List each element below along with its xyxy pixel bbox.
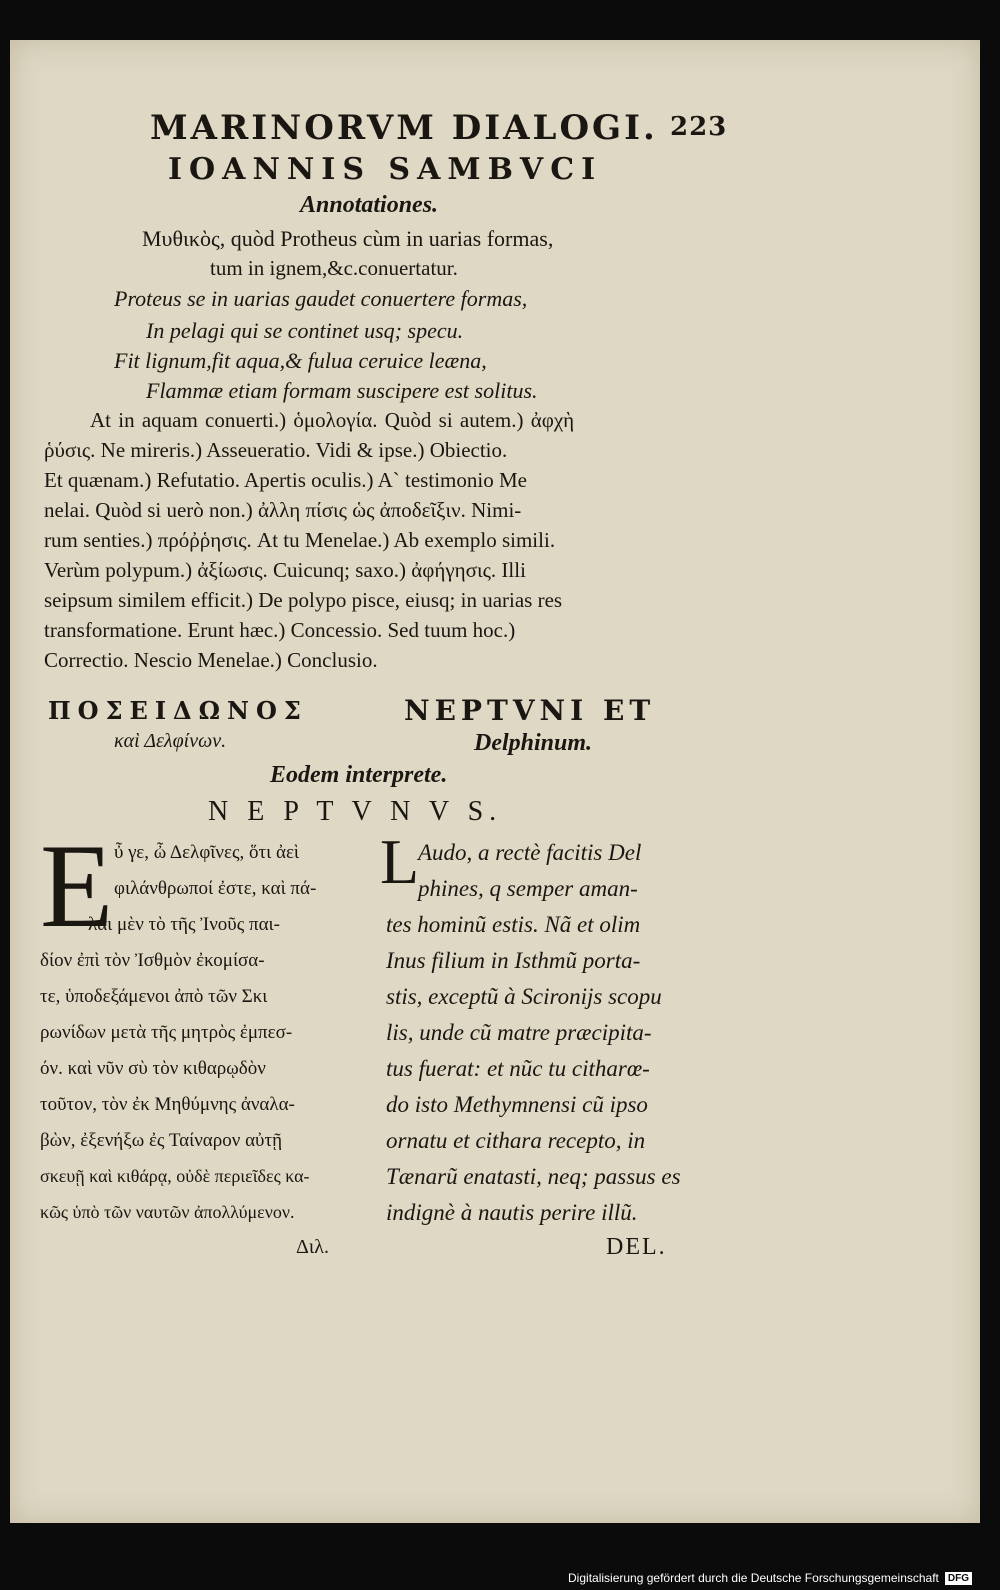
annotation-line: Μυθικὸς, quòd Protheus cùm in uarias formas, — [142, 226, 554, 251]
latin-line: Tænarũ enatasti, neq; passus es — [386, 1164, 681, 1189]
greek-dialogue-title: ΠΟΣΕΙΔΩΝΟΣ — [48, 696, 308, 725]
latin-line: stis, exceptũ à Scironijs scopu — [386, 984, 662, 1009]
digitization-footer — [568, 1571, 972, 1585]
footer-credit: Digitalisierung gefördert durch die Deutsche Forschungsgemeinschaft — [568, 1571, 939, 1585]
latin-line: tus fuerat: et nũc tu citharœ- — [386, 1056, 650, 1081]
paragraph-line: transformatione. Erunt hæc.) Concessio. Sed tuum hoc.) — [44, 618, 516, 642]
paragraph-line: Et quænam.) Refutatio. Apertis oculis.) A` testimonio Me — [44, 468, 527, 492]
latin-line: do isto Methymnensi cũ ipso — [386, 1092, 648, 1117]
verse-line: Proteus se in uarias gaudet conuertere formas, — [114, 286, 528, 311]
latin-line: Audo, a rectè facitis Del — [418, 840, 642, 865]
latin-drop-cap: L — [380, 826, 420, 897]
latin-line: Inus filium in Isthmũ porta- — [386, 948, 641, 973]
greek-line: βὼν, ἐξενήξω ἐς Ταίναρον αὐτῇ — [40, 1130, 283, 1151]
greek-line: φιλάνθρωποί ἐστε, καὶ πά- — [114, 878, 317, 899]
latin-dialogue-title: NEPTVNI ET — [404, 694, 656, 727]
greek-line: σκευῇ καὶ κιθάρᾳ, οὐδὲ περιεῖδες κα- — [40, 1166, 310, 1186]
greek-line: όν. καὶ νῦν σὺ τὸν κιθαρῳδὸν — [40, 1058, 266, 1079]
dfg-logo-icon: DFG — [945, 1572, 972, 1585]
latin-dialogue-subtitle: Delphinum. — [474, 730, 593, 756]
verse-line: Flammæ etiam formam suscipere est solitus. — [146, 378, 538, 403]
latin-line: phines, q semper aman- — [418, 876, 638, 901]
greek-drop-cap: E — [40, 819, 114, 952]
book-page — [10, 40, 980, 1523]
latin-catchword: DEL. — [606, 1234, 667, 1260]
greek-line: τε, ὑποδεξάμενοι ἀπὸ τῶν Σκι — [40, 986, 268, 1007]
page-number: 223 — [670, 112, 728, 142]
latin-line: ornatu et cithara recepto, in — [386, 1128, 646, 1153]
greek-line: δίον ἐπὶ τὸν Ἰσθμὸν ἐκομίσα- — [40, 950, 265, 971]
greek-line: κῶς ὑπὸ τῶν ναυτῶν ἀπολλύμενον. — [40, 1202, 295, 1222]
greek-line: ρωνίδων μετὰ τῆς μητρὸς ἐμπεσ- — [40, 1022, 293, 1043]
paragraph-line: nelai. Quòd si uerò non.) ἀλλη πίσις ὡς ἀποδεῖξιν. Nimi- — [44, 498, 522, 522]
paragraph-line: Verùm polypum.) ἀξίωσις. Cuicunq; saxo.) ἀφήγησις. Illi — [44, 558, 526, 582]
paragraph-line: ῥύσις. Ne mireris.) Asseueratio. Vidi & ipse.) Obiectio. — [44, 438, 508, 462]
greek-catchword: Διλ. — [296, 1236, 329, 1258]
speaker-heading: N E P T V N V S. — [208, 796, 503, 827]
paragraph-line: rum senties.) πρόῤῥησις. At tu Menelae.) Ab exemplo simili. — [44, 528, 556, 552]
paragraph-line: Correctio. Nescio Menelae.) Conclusio. — [44, 648, 378, 672]
annotations-subtitle: Annotationes. — [300, 192, 439, 218]
greek-line: λαι μὲν τὸ τῆς Ἰνοῦς παι- — [88, 914, 280, 935]
verse-line: In pelagi qui se continet usq; specu. — [146, 318, 464, 343]
latin-line: lis, unde cũ matre præcipita- — [386, 1020, 652, 1045]
paragraph-line: At in aquam conuerti.) ὁμολογία. Quòd si autem.) ἀφχὴ — [90, 408, 575, 432]
latin-line: indignè à nautis perire illũ. — [386, 1200, 638, 1225]
annotation-line: tum in ignem,&c.conuertatur. — [210, 256, 458, 280]
author-heading: IOANNIS SAMBVCI — [168, 152, 603, 187]
verse-line: Fit lignum,fit aqua,& fulua ceruice leæna, — [114, 348, 487, 373]
latin-line: tes hominũ estis. Nã et olim — [386, 912, 641, 937]
greek-line: τοῦτον, τὸν ἐκ Μηθύμνης ἀναλα- — [40, 1094, 295, 1115]
interpreter-line: Eodem interprete. — [270, 762, 448, 788]
greek-line: ὖ γε, ὦ Δελφῖνες, ὅτι ἀεὶ — [114, 842, 300, 863]
greek-dialogue-subtitle: καὶ Δελφίνων. — [114, 730, 227, 752]
running-title: MARINORVM DIALOGI. — [150, 108, 658, 148]
paragraph-line: seipsum similem efficit.) De polypo pisce, eiusq; in uarias res — [44, 588, 563, 612]
